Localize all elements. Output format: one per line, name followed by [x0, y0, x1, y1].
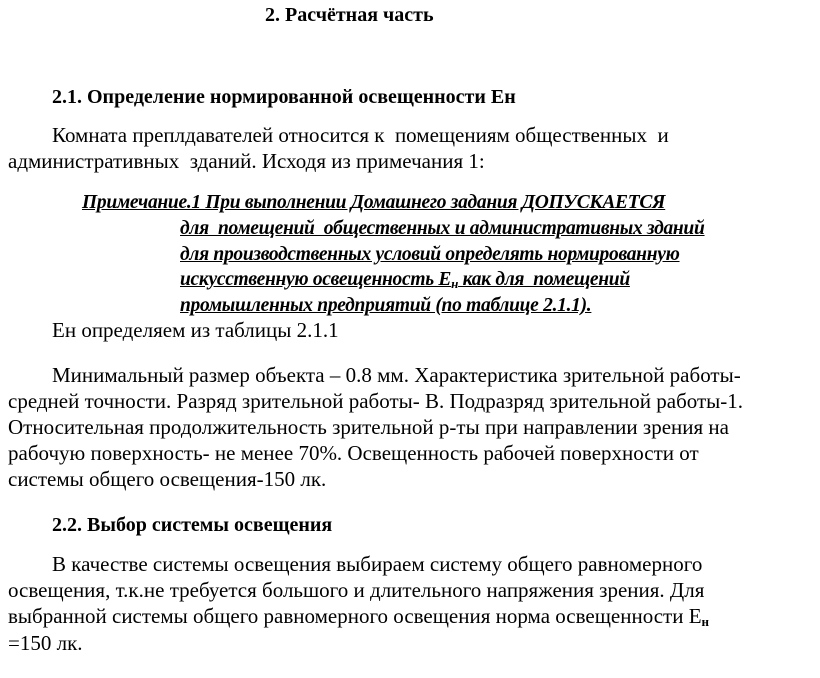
paragraph-line: системы общего освещения-150 лк. — [8, 467, 327, 491]
note-line: для производственных условий определять нормированную — [180, 244, 680, 265]
paragraph-line: =150 лк. — [8, 631, 83, 655]
note-line: для помещений общественных и административных зданий — [180, 218, 705, 239]
paragraph-line: освещения, т.к.не требуется большого и длительного напряжения зрения. Для — [8, 578, 705, 602]
paragraph-line: рабочую поверхность- не менее 70%. Освещенность рабочей поверхности от — [8, 441, 699, 465]
note-line — [180, 268, 630, 296]
paragraph-line: Ен определяем из таблицы 2.1.1 — [52, 318, 339, 342]
note-text: как для помещений — [458, 269, 630, 290]
paragraph-line: Комната преплдавателей относится к помещениям общественных и — [52, 123, 669, 147]
paragraph-line: Минимальный размер объекта – 0.8 мм. Характеристика зрительной работы- — [52, 363, 741, 387]
paragraph-line: административных зданий. Исходя из примечания 1: — [8, 149, 485, 173]
note-line: промышленных предприятий (по таблице 2.1.1). — [180, 295, 592, 316]
subscript: н — [701, 614, 710, 629]
note-line: Примечание.1 При выполнении Домашнего задания ДОПУСКАЕТСЯ — [82, 192, 666, 213]
paragraph-line: В качестве системы освещения выбираем систему общего равномерного — [52, 552, 703, 576]
note-text: искусственную освещенность Е — [180, 269, 452, 290]
paragraph-line — [8, 604, 709, 634]
section-heading-2-2: 2.2. Выбор системы освещения — [52, 514, 333, 536]
paragraph-line: средней точности. Разряд зрительной работы- В. Подразряд зрительной работы-1. — [8, 389, 744, 413]
section-heading-2-1: 2.1. Определение нормированной освещенности Ен — [52, 86, 516, 108]
paragraph-line: Относительная продолжительность зрительной р-ты при направлении зрения на — [8, 415, 729, 439]
page-title: 2. Расчётная часть — [265, 4, 434, 26]
subscript: н — [451, 276, 459, 291]
paragraph-text: выбранной системы общего равномерного освещения норма освещенности Е — [8, 604, 702, 628]
